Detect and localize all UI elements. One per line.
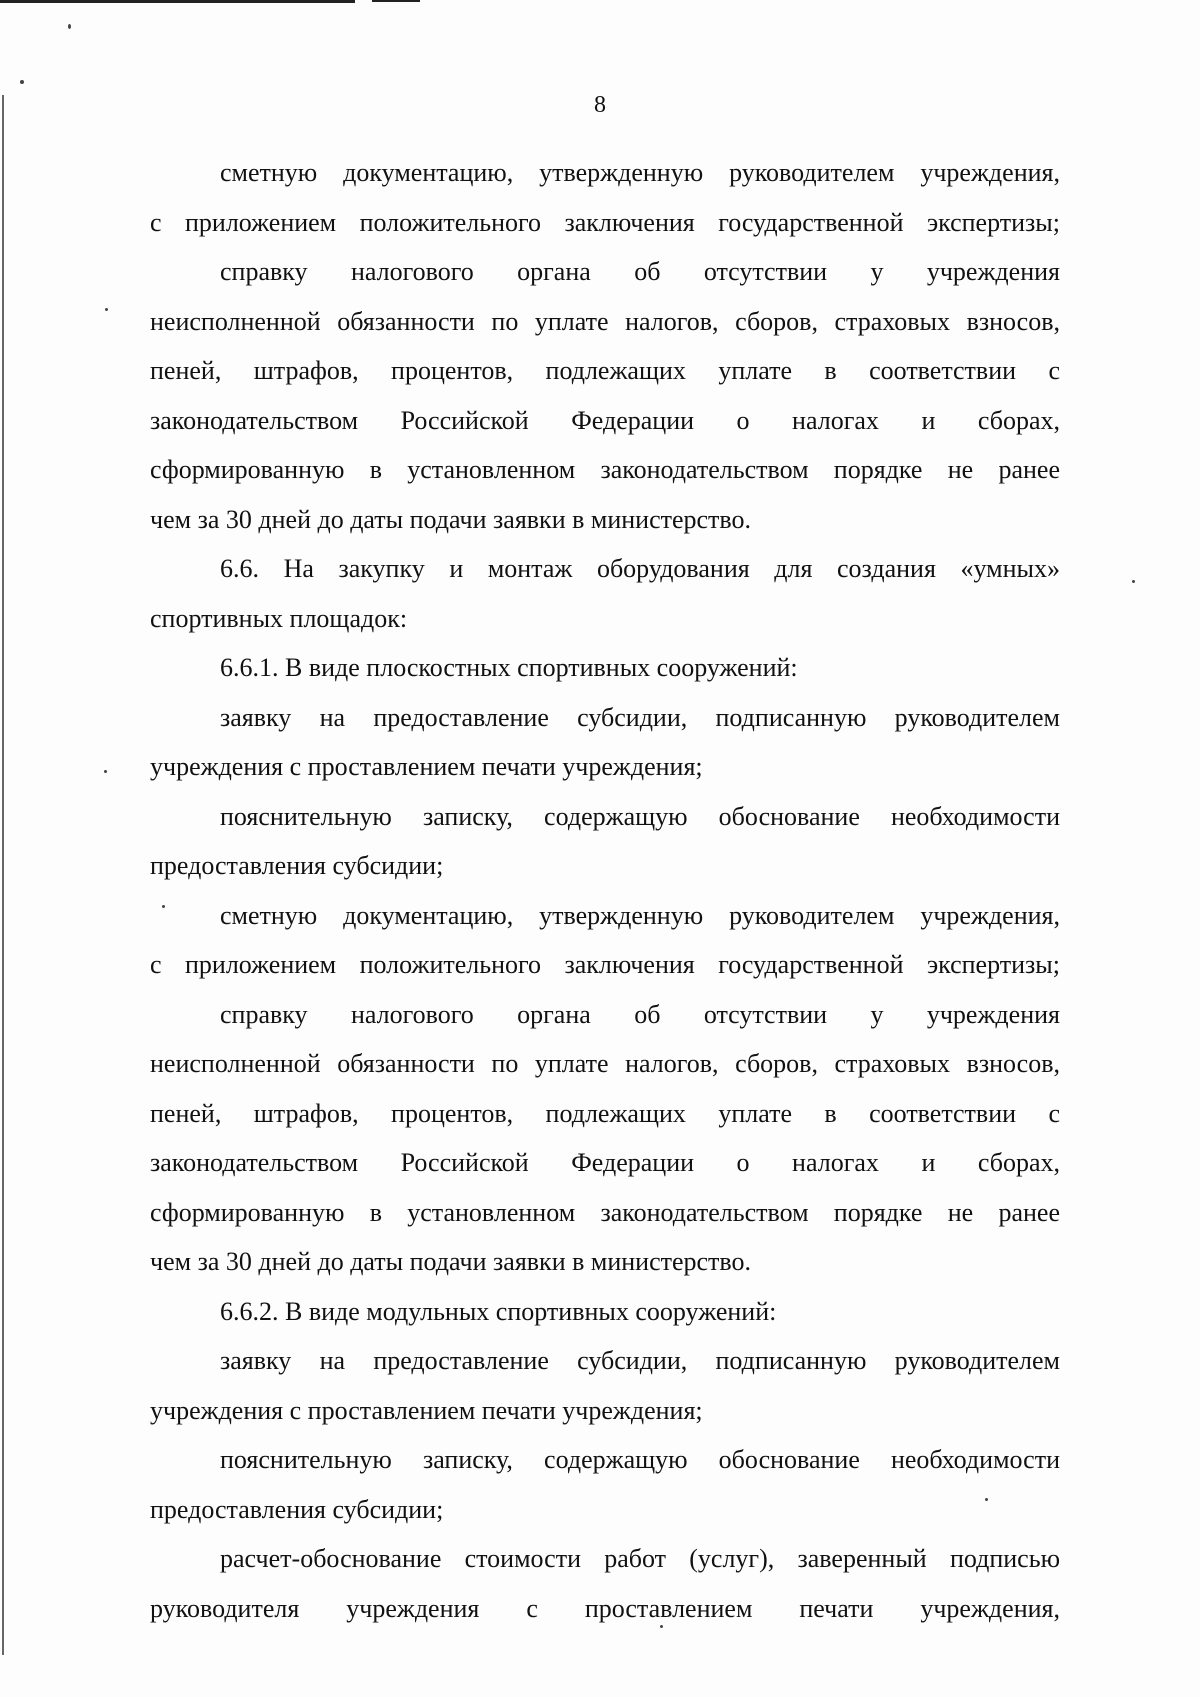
text-line: с приложением положительного заключения государственной экспертизы; bbox=[150, 207, 1060, 237]
text-line: 6.6.2. В виде модульных спортивных сооружений: bbox=[220, 1296, 777, 1326]
scan-speck bbox=[162, 905, 165, 908]
text-line: сформированную в установленном законодательством порядке не ранее bbox=[150, 1197, 1060, 1227]
text-line: заявку на предоставление субсидии, подписанную руководителем bbox=[220, 702, 1060, 732]
text-line: предоставления субсидии; bbox=[150, 1494, 444, 1524]
scan-speck bbox=[1132, 580, 1135, 583]
page-number: 8 bbox=[594, 92, 606, 118]
text-line: заявку на предоставление субсидии, подписанную руководителем bbox=[220, 1346, 1060, 1375]
top-edge-line bbox=[0, 0, 355, 3]
scan-speck bbox=[68, 24, 71, 29]
text-line: неисполненной обязанности по уплате налогов, сборов, страховых взносов, bbox=[150, 1049, 1060, 1078]
text-line: пеней, штрафов, процентов, подлежащих уплате в соответствии с bbox=[150, 356, 1060, 385]
scan-speck bbox=[20, 80, 24, 84]
text-line: пояснительную записку, содержащую обоснование необходимости bbox=[220, 801, 1060, 831]
text-line: сметную документацию, утвержденную руководителем учреждения, bbox=[220, 900, 1060, 930]
text-line: 6.6.1. В виде плоскостных спортивных сооружений: bbox=[220, 653, 798, 682]
text-line: учреждения с проставлением печати учреждения; bbox=[150, 1395, 703, 1425]
text-line: законодательством Российской Федерации о налогах и сборах, bbox=[150, 1148, 1060, 1177]
text-line: сметную документацию, утвержденную руководителем учреждения, bbox=[220, 158, 1060, 187]
text-line: чем за 30 дней до даты подачи заявки в министерство. bbox=[150, 504, 752, 534]
text-line: с приложением положительного заключения государственной экспертизы; bbox=[150, 950, 1060, 979]
scan-speck bbox=[985, 1498, 988, 1501]
text-line: справку налогового органа об отсутствии у учреждения bbox=[220, 257, 1060, 286]
text-line: 6.6. На закупку и монтаж оборудования для создания «умных» bbox=[220, 554, 1060, 583]
text-line: пояснительную записку, содержащую обоснование необходимости bbox=[220, 1445, 1060, 1474]
text-line: законодательством Российской Федерации о налогах и сборах, bbox=[150, 405, 1060, 435]
text-line: учреждения с проставлением печати учреждения; bbox=[150, 752, 703, 781]
scan-left-edge bbox=[2, 95, 4, 1655]
text-line: спортивных площадок: bbox=[150, 603, 408, 633]
text-line: расчет-обоснование стоимости работ (услуг), заверенный подписью bbox=[220, 1544, 1060, 1573]
text-line: справку налогового органа об отсутствии у учреждения bbox=[220, 999, 1060, 1029]
scan-speck bbox=[105, 308, 108, 311]
document-body bbox=[150, 148, 1060, 1633]
text-line: пеней, штрафов, процентов, подлежащих уплате в соответствии с bbox=[150, 1098, 1060, 1128]
scan-speck bbox=[104, 770, 107, 773]
text-line: чем за 30 дней до даты подачи заявки в министерство. bbox=[150, 1247, 752, 1276]
top-edge-line-short bbox=[372, 0, 420, 2]
text-line: руководителя учреждения с проставлением печати учреждения, bbox=[150, 1593, 1060, 1623]
text-line: сформированную в установленном законодательством порядке не ранее bbox=[150, 455, 1060, 484]
text-line: неисполненной обязанности по уплате налогов, сборов, страховых взносов, bbox=[150, 306, 1060, 336]
scan-speck bbox=[660, 1625, 663, 1628]
text-line: предоставления субсидии; bbox=[150, 851, 444, 880]
